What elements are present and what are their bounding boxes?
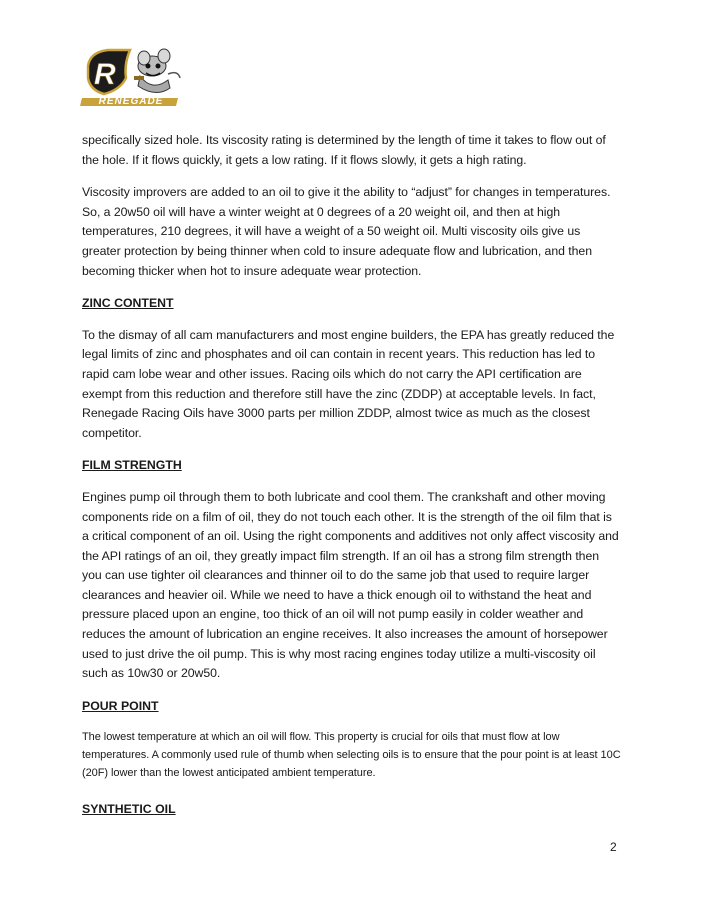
heading-pour-point: POUR POINT: [82, 698, 159, 713]
svg-text:R: R: [94, 58, 116, 91]
heading-zinc-content: ZINC CONTENT: [82, 296, 174, 311]
paragraph-film-strength: Engines pump oil through them to both lubricate and cool them. The crankshaft and other moving components ride on a film of oil, they do not touch each other. It is the strength of the oil film that is a critical component of an oil. Using the right components and additives not only affect viscosity and the API ratings of an oil, they greatly impact film strength. If an oil has a strong film strength then you can use tighter oil clearances and thinner oil to do the same job that used to require larger clearances and heavier oil. While we need to have a thick enough oil to withstand the heat and pressure placed upon an engine, too thick of an oil will not pump easily in colder weather and reduces the amount of lubrication an engine receives. It also increases the amount of horsepower used to just drive the oil pump. This is why most racing engines today utilize a multi-viscosity oil such as 10w30 or 20w50.: [82, 489, 619, 681]
logo-text: RENEGADE: [98, 96, 164, 107]
paragraph-pour-point: The lowest temperature at which an oil will flow. This property is crucial for oils that must flow at low temperatures. A commonly used rule of thumb when selecting oils is to ensure that the pour point is at least 10C (20F) lower than the lowest anticipated ambient temperature.: [82, 731, 621, 780]
page-number: 2: [610, 840, 617, 854]
paragraph-zinc-content: To the dismay of all cam manufacturers and most engine builders, the EPA has greatly reduced the legal limits of zinc and phosphates and oil can contain in recent years. This reduction has led to rapid cam lobe wear and other issues. Racing oils which do not carry the API certification are exempt from this reduction and therefore still have the zinc (ZDDP) at acceptable levels. In fact, Renegade Racing Oils have 3000 parts per million ZDDP, almost twice as much as the closest competitor.: [82, 327, 615, 440]
document-body: [82, 131, 622, 832]
renegade-logo: [80, 44, 184, 110]
paragraph-viscosity-rating: specifically sized hole. Its viscosity rating is determined by the length of time it takes to flow out of the hole. If it flows quickly, it gets a low rating. If it flows slowly, it gets a high rating.: [82, 133, 606, 167]
heading-film-strength: FILM STRENGTH: [82, 458, 182, 473]
paragraph-viscosity-improvers: Viscosity improvers are added to an oil to give it the ability to “adjust” for changes in temperatures. So, a 20w50 oil will have a winter weight at 0 degrees of a 20 weight oil, and then at high temperatures, 210 degrees, it will have a weight of a 50 weight oil. Multi viscosity oils give us greater protection by being thinner when cold to insure adequate flow and lubrication, and then becoming thicker when hot to insure adequate wear protection.: [82, 185, 611, 278]
heading-synthetic-oil: SYNTHETIC OIL: [82, 802, 176, 817]
